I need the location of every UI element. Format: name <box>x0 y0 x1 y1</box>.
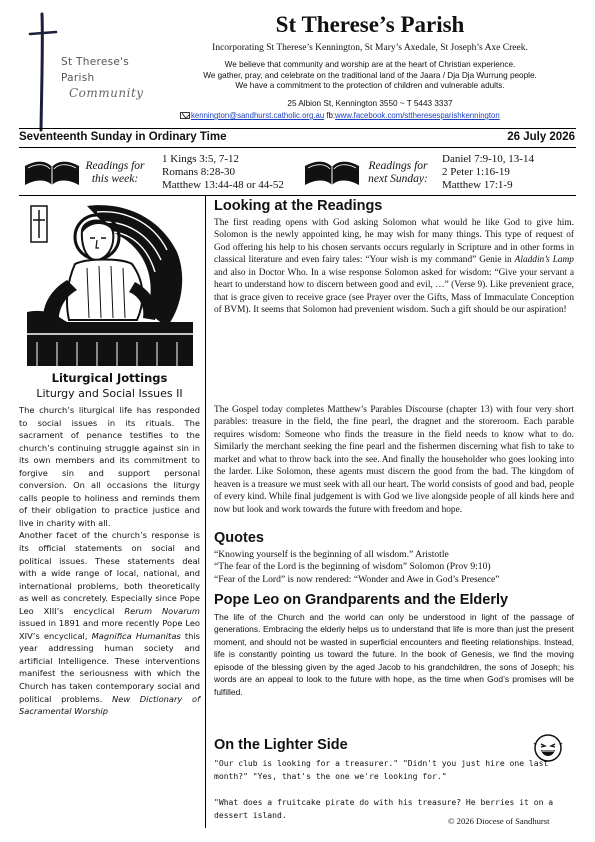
this-week-label-line: Readings for <box>85 160 145 172</box>
quote-line: “Knowing yourself is the beginning of all wisdom.” Aristotle <box>214 549 449 560</box>
paragraph <box>19 529 200 717</box>
text-span: The first reading opens with God asking Solomon what would he like God to give him. Solomon is the newly appointed king, he may wish for many things. This type of request of God offering his help to his chosen servants occurs regularly in Scripture and in other forms in classical literature and even fairy tales: “Your wish is my command” Genie in <box>214 218 574 266</box>
liturgical-jottings-title: Liturgical Jottings <box>51 371 168 385</box>
logo-line-1: St Therese's <box>61 56 130 68</box>
reading-item: 1 Kings 3:5, 7-12 <box>162 153 239 165</box>
column-divider <box>205 196 206 828</box>
contact-line <box>180 111 570 120</box>
quotes-list <box>214 549 574 586</box>
reading-item: Matthew 13:44-48 or 44-52 <box>162 179 284 191</box>
parish-title: St Therese’s Parish <box>275 12 465 37</box>
lighter-side-title: On the Lighter Side <box>214 737 348 753</box>
text-span: Another facet of the church’s response is its official statements on social and political issues. These statements deal with a wide range of local, national, and international problems, both theoretically as well as concretely. Especially since Pope Leo XIII’s encyclical <box>19 530 200 616</box>
quote-line: “The fear of the Lord is the beginning of wisdom” Solomon (Prov 9:10) <box>214 561 491 573</box>
looking-title: Looking at the Readings <box>214 198 383 214</box>
mail-icon <box>180 112 190 119</box>
next-sunday-label <box>362 160 434 186</box>
quote-line: “Fear of the Lord” is now rendered: “Wonder and Awe in God’s Presence” <box>214 573 500 585</box>
joke-2: "What does a fruitcake pirate do with his treasure? He berries it on a dessert island. <box>214 798 554 821</box>
liturgical-jottings-body <box>19 404 200 718</box>
mission-line: We have a commitment to the protection of children and vulnerable adults. <box>235 81 505 91</box>
sunday-name: Seventeenth Sunday in Ordinary Time <box>19 131 227 143</box>
next-sunday-label-line: next Sunday: <box>368 173 428 185</box>
next-sunday-readings <box>442 153 534 192</box>
incorporating-line: Incorporating St Therese’s Kennington, St Mary’s Axedale, St Joseph’s Axe Creek. <box>212 43 528 53</box>
looking-paragraph-2: The Gospel today completes Matthew’s Parables Discourse (chapter 13) with four very short parables: treasure in the field, the fine pearl, the dragnet and the storeroom. Each parable requires wisdom: Someone who finds the treasure in the field needs to know what to do. Similarly the merchant seeking the fine pearl and the fishermen discerning what fish to take to market and what to throw back into the see. And finally the householder who goes looking into the larder. Like Solomon, these agents must discern the good from the bad. The kingdom of heaven is a treasure we must seek with all our heart. The world consists of good and bad, people of every kind. While final judgement is with God we live alongside people of all kinds here and now but look and work towards the future with freedom and hope. <box>214 405 574 515</box>
mission-line: We believe that community and worship are at the heart of Christian experience. <box>224 60 516 69</box>
next-sunday-label-line: Readings for <box>368 160 428 172</box>
sunday-date: 26 July 2026 <box>507 131 575 143</box>
open-book-icon <box>22 152 82 192</box>
paragraph: The church’s liturgical life has responded to social issues in its rituals. The sacrament of penance testifies to the church’s continuing struggle against sin in its own members and its commitment to forgive sin and support personal conversion. On all occasions the liturgy calls people to holiness and reminds them of their obligation to practice justice and live in charity with all. <box>19 405 200 528</box>
text-span: issued in 1891 and more recently Pope Leo XIV’s encyclical, <box>19 618 200 641</box>
sunday-rule <box>19 147 576 148</box>
joke-1: "Our club is looking for a treasurer." "Didn't you just hire one last month?" "Yes, that's the one we're looking for." <box>214 759 549 782</box>
this-week-readings <box>162 153 284 192</box>
looking-paragraph-1 <box>214 217 574 317</box>
angel-illustration <box>27 202 193 366</box>
this-week-label-line: this week: <box>91 173 139 185</box>
book-title: Aladdin’s Lamp <box>514 255 574 266</box>
logo-line-3: Community <box>69 86 144 100</box>
encyclical-title: Rerum Novarum <box>124 605 200 616</box>
readings-rule <box>19 195 576 196</box>
facebook-label: fb: <box>326 111 336 120</box>
parish-address: 25 Albion St, Kennington 3550 ~ T 5443 3337 <box>287 99 453 108</box>
text-span: this year addressing human society and artificial Intelligence. These interventions manifest the seriousness with which the Church has taken contemporary social and political problems. <box>19 630 201 704</box>
reading-item: Romans 8:28-30 <box>162 166 236 178</box>
pope-leo-body: The life of the Church and the world can only be understood in light of the passage of generations. Embracing the elderly helps us to understand that life is more than just the present moment, and should not be wasted in superficial encounters and fleeting relationships. Instead, life is constantly pointing us toward the future. In the book of Genesis, we find the moving episode of the blessing given by the aged Jacob to his grandchildren, the sons of Joseph; his words are an appeal to look to the future with hope, as the time when God’s promises will be fulfilled. <box>214 612 574 697</box>
email-link[interactable]: kennington@sandhurst.catholic.org.au <box>191 111 325 120</box>
quotes-title: Quotes <box>214 530 264 546</box>
this-week-label <box>82 160 148 186</box>
open-book-icon <box>302 152 362 192</box>
liturgical-jottings-subtitle: Liturgy and Social Issues II <box>36 387 183 400</box>
top-rule <box>19 128 576 129</box>
logo-line-2: Parish <box>61 72 95 84</box>
copyright: © 2026 Diocese of Sandhurst <box>448 816 550 826</box>
text-span: and also in Doctor Who. In a wise response Solomon asked for wisdom: “Give your servant a heart to understand how to discern between good and evil, …” (Verse 9). Like prevenient grace, that is grace given to receive grace (see Prayer over the Gifts, Mass of Immaculate Conception of BVM). It seems that Solomon had prevenient wisdom. Such a gift should be our aspiration! <box>214 267 574 316</box>
reading-item: 2 Peter 1:16-19 <box>442 166 510 178</box>
source-citation: New Dictionary of Sacramental Worship <box>19 693 200 717</box>
parish-logo <box>12 10 162 110</box>
reading-item: Matthew 17:1-9 <box>442 179 513 191</box>
reading-item: Daniel 7:9-10, 13-14 <box>442 153 534 165</box>
mission-statement <box>175 60 565 92</box>
facebook-link[interactable]: www.facebook.com/sttheresesparishkennington <box>335 111 500 120</box>
encyclical-title: Magnifica Humanitas <box>91 630 181 641</box>
mission-line: We gather, pray, and celebrate on the traditional land of the Jaara / Dja Dja Wurrung people. <box>203 70 537 80</box>
pope-leo-title: Pope Leo on Grandparents and the Elderly <box>214 592 509 608</box>
